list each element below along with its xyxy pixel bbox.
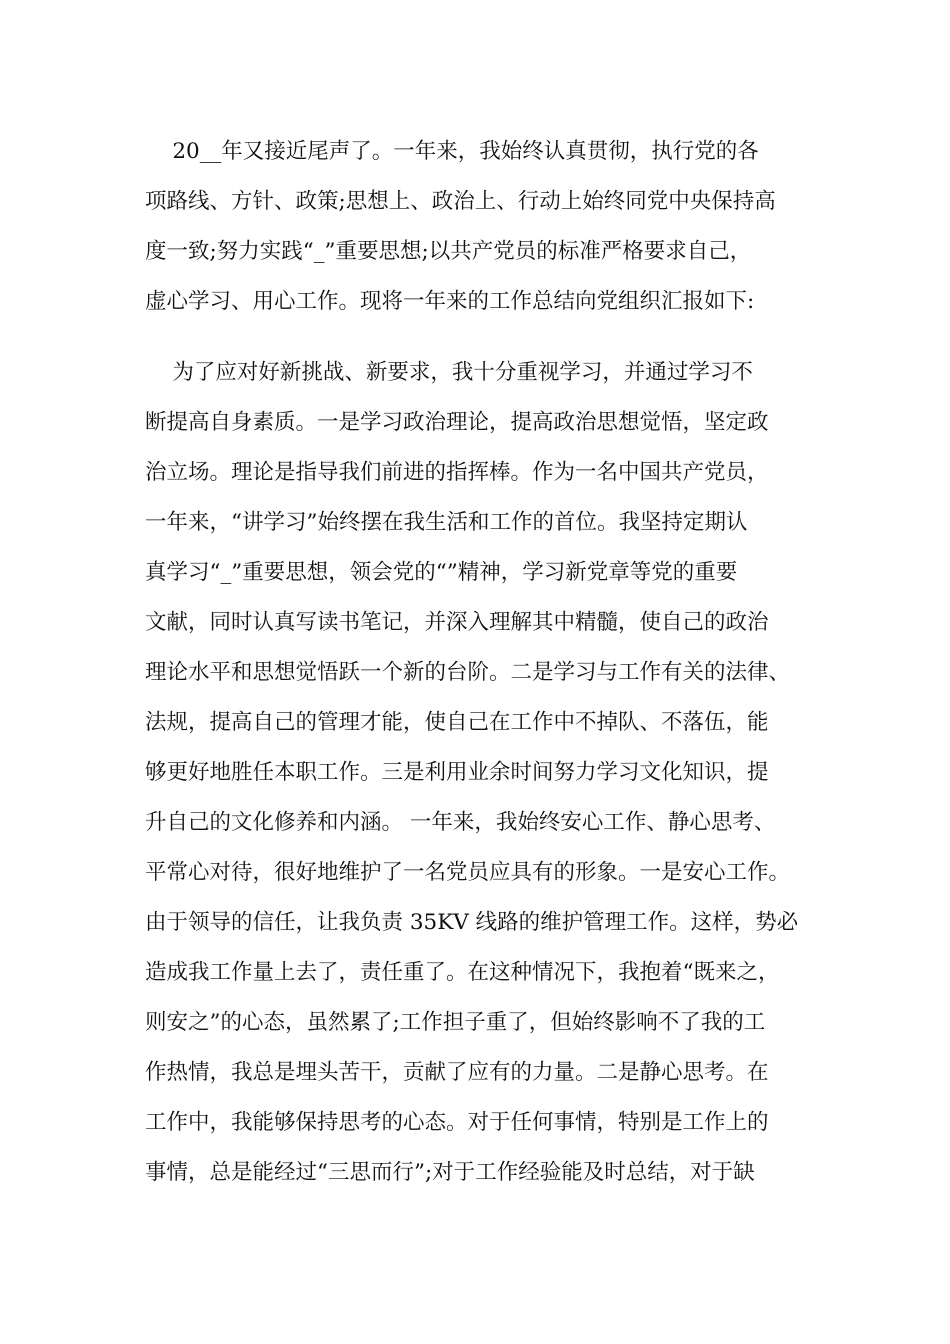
paragraph-intro [145, 127, 825, 327]
text-line: 升自己的文化修养和内涵。 一年来，我始终安心工作、静心思考、 [145, 810, 776, 835]
text-line: 项路线、方针、政策;思想上、政治上、行动上始终同党中央保持高 [145, 189, 776, 214]
text-line: 度一致;努力实践“_”重要思想;以共产党员的标准严格要求自己， [145, 239, 752, 264]
text-line: 平常心对待，很好地维护了一名党员应具有的形象。一是安心工作。 [145, 860, 791, 885]
text-line: 工作中，我能够保持思考的心态。对于任何事情，特别是工作上的 [145, 1110, 769, 1135]
text-line: 造成我工作量上去了，责任重了。在这种情况下，我抱着“既来之， [145, 960, 780, 985]
text-line: 由于领导的信任，让我负责 35KV 线路的维护管理工作。这样，势必 [145, 910, 799, 935]
paragraph-study [145, 348, 825, 1198]
text-line: 法规，提高自己的管理才能，使自己在工作中不掉队、不落伍，能 [145, 710, 769, 735]
text-line: 20__年又接近尾声了。一年来，我始终认真贯彻，执行党的各 [145, 139, 759, 164]
text-line: 断提高自身素质。一是学习政治理论，提高政治思想觉悟，坚定政 [145, 410, 769, 435]
text-line: 够更好地胜任本职工作。三是利用业余时间努力学习文化知识，提 [145, 760, 769, 785]
text-line: 一年来，“讲学习”始终摆在我生活和工作的首位。我坚持定期认 [145, 510, 748, 535]
text-line: 作热情，我总是埋头苦干，贡献了应有的力量。二是静心思考。在 [145, 1060, 769, 1085]
text-line: 事情，总是能经过“三思而行”;对于工作经验能及时总结，对于缺 [145, 1160, 755, 1185]
text-line: 真学习“_”重要思想，领会党的“”精神，学习新党章等党的重要 [145, 560, 738, 585]
text-line: 理论水平和思想觉悟跃一个新的台阶。二是学习与工作有关的法律、 [145, 660, 791, 685]
text-line: 虚心学习、用心工作。现将一年来的工作总结向党组织汇报如下: [145, 289, 755, 314]
text-line: 治立场。理论是指导我们前进的指挥棒。作为一名中国共产党员， [145, 460, 769, 485]
text-line: 为了应对好新挑战、新要求，我十分重视学习，并通过学习不 [145, 360, 753, 385]
text-line: 则安之”的心态，虽然累了;工作担子重了，但始终影响不了我的工 [145, 1010, 766, 1035]
text-line: 文献，同时认真写读书笔记，并深入理解其中精髓，使自己的政治 [145, 610, 769, 635]
